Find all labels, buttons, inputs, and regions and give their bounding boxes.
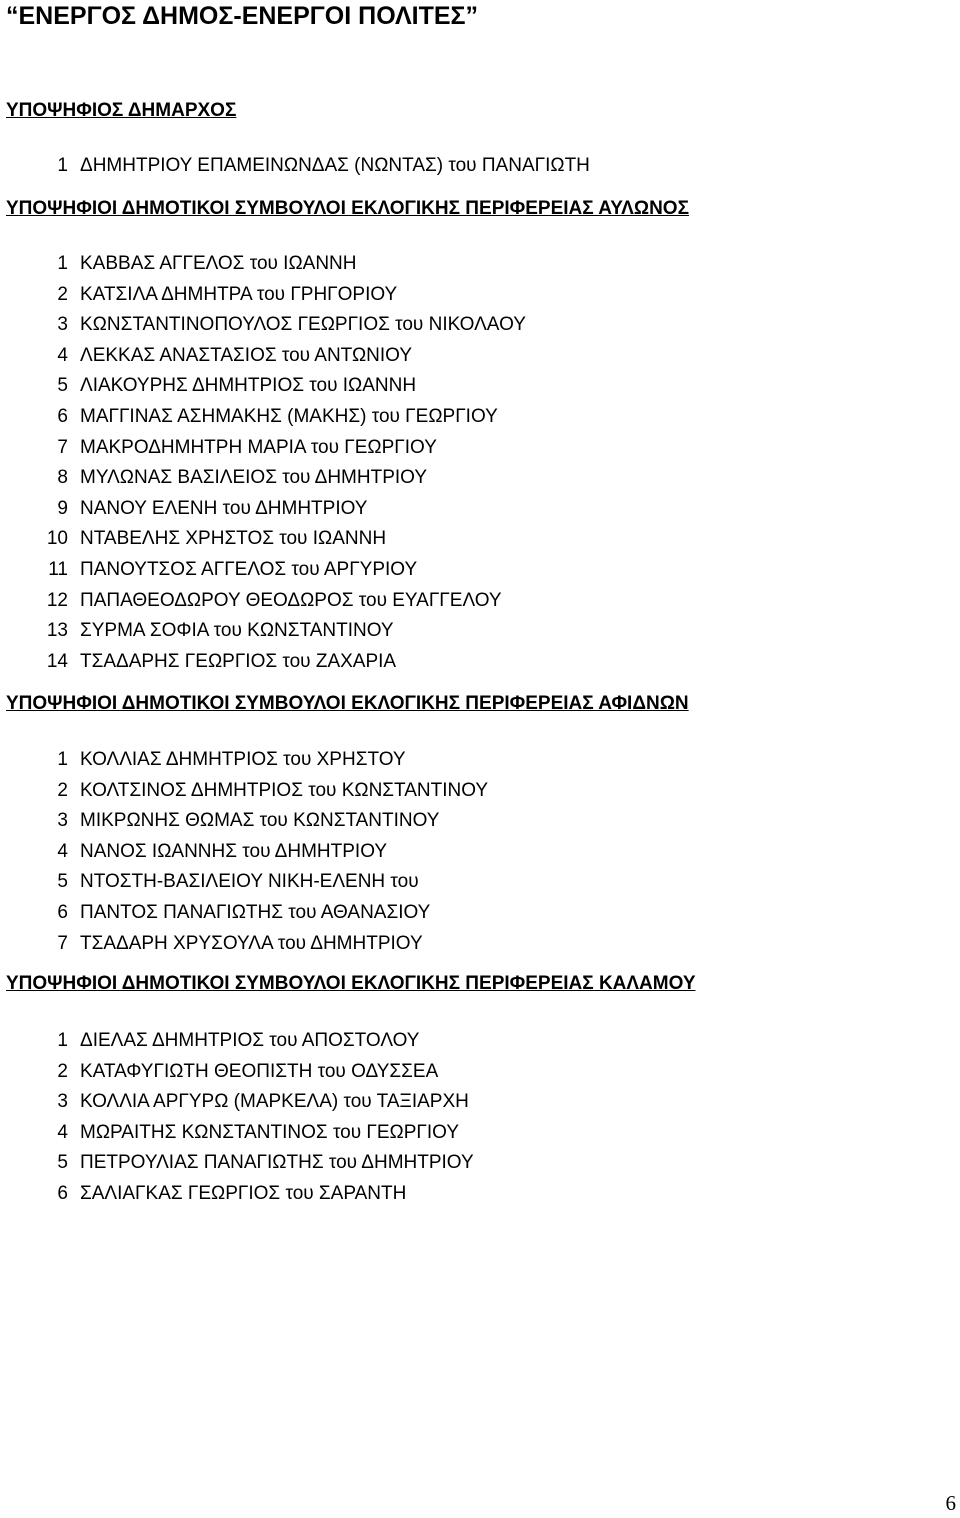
candidate-row [0, 841, 960, 865]
candidate-row [0, 780, 960, 804]
candidate-number: 8 [57, 467, 68, 489]
candidate-number: 2 [57, 779, 68, 801]
candidate-row [0, 933, 960, 957]
candidate-row [0, 651, 960, 675]
candidate-row [0, 253, 960, 277]
candidate-number: 12 [46, 589, 68, 611]
candidate-number: 1 [57, 1030, 68, 1051]
candidate-number: 1 [57, 253, 68, 274]
candidate-name: ΚΑΤΑΦΥΓΙΩΤΗ ΘΕΟΠΙΣΤΗ του ΟΔΥΣΣΕΑ [80, 1060, 439, 1082]
candidate-number: 6 [57, 406, 68, 427]
candidate-number: 9 [57, 497, 68, 519]
candidate-number: 6 [57, 1183, 68, 1204]
candidate-number: 1 [57, 155, 68, 176]
page-number: 6 [945, 1491, 956, 1515]
candidate-row [0, 314, 960, 338]
section-heading: ΥΠΟΨΗΦΙΟΙ ΔΗΜΟΤΙΚΟΙ ΣΥΜΒΟΥΛΟΙ ΕΚΛΟΓΙΚΗΣ ΠΕΡΙΦΕΡΕΙΑΣ ΑΦΙΔΝΩΝ [6, 693, 689, 714]
candidate-name: ΝΑΝΟΣ ΙΩΑΝΝΗΣ του ΔΗΜΗΤΡΙΟΥ [80, 840, 388, 862]
candidate-number: 6 [57, 902, 68, 923]
candidate-row [0, 871, 960, 895]
candidate-name: ΜΩΡΑΙΤΗΣ ΚΩΝΣΤΑΝΤΙΝΟΣ του ΓΕΩΡΓΙΟΥ [80, 1121, 460, 1143]
candidate-row [0, 590, 960, 614]
candidate-row [0, 498, 960, 522]
candidate-row [0, 284, 960, 308]
candidate-name: ΠΑΠΑΘΕΟΔΩΡΟΥ ΘΕΟΔΩΡΟΣ του ΕΥΑΓΓΕΛΟΥ [80, 589, 502, 611]
candidate-number: 11 [48, 559, 68, 580]
candidate-name: ΠΑΝΤΟΣ ΠΑΝΑΓΙΩΤΗΣ του ΑΘΑΝΑΣΙΟΥ [80, 902, 431, 923]
candidate-number: 4 [57, 1121, 68, 1143]
candidate-name: ΚΟΛΛΙΑ ΑΡΓΥΡΩ (ΜΑΡΚΕΛΑ) του ΤΑΞΙΑΡΧΗ [80, 1091, 469, 1113]
candidate-name: ΜΑΚΡΟΔΗΜΗΤΡΗ ΜΑΡΙΑ του ΓΕΩΡΓΙΟΥ [80, 436, 437, 458]
candidate-name: ΠΕΤΡΟΥΛΙΑΣ ΠΑΝΑΓΙΩΤΗΣ του ΔΗΜΗΤΡΙΟΥ [80, 1152, 474, 1174]
candidate-number: 3 [57, 1091, 68, 1113]
candidate-number: 14 [46, 650, 68, 672]
candidate-row [0, 528, 960, 552]
candidate-row [0, 345, 960, 369]
candidate-number: 2 [57, 1060, 68, 1082]
candidate-row [0, 437, 960, 461]
candidate-number: 7 [57, 932, 68, 954]
candidate-row [0, 810, 960, 834]
candidate-name: ΛΕΚΚΑΣ ΑΝΑΣΤΑΣΙΟΣ του ΑΝΤΩΝΙΟΥ [80, 344, 412, 366]
candidate-name: ΜΥΛΩΝΑΣ ΒΑΣΙΛΕΙΟΣ του ΔΗΜΗΤΡΙΟΥ [80, 467, 428, 489]
candidate-number: 10 [46, 528, 68, 550]
candidate-name: ΝΤΑΒΕΛΗΣ ΧΡΗΣΤΟΣ του ΙΩΑΝΝΗ [80, 528, 387, 550]
candidate-row [0, 375, 960, 399]
candidate-name: ΚΑΤΣΙΛΑ ΔΗΜΗΤΡΑ του ΓΡΗΓΟΡΙΟΥ [80, 283, 398, 305]
candidate-number: 5 [57, 375, 68, 397]
candidate-number: 7 [57, 436, 68, 458]
candidate-name: ΜΙΚΡΩΝΗΣ ΘΩΜΑΣ του ΚΩΝΣΤΑΝΤΙΝΟΥ [80, 810, 440, 832]
candidate-row [0, 749, 960, 773]
candidate-row [0, 1152, 960, 1176]
candidate-row [0, 1030, 960, 1054]
candidate-number: 5 [57, 1152, 68, 1174]
candidate-row [0, 902, 960, 926]
candidate-name: ΚΑΒΒΑΣ ΑΓΓΕΛΟΣ του ΙΩΑΝΝΗ [80, 253, 357, 274]
candidate-row [0, 1061, 960, 1085]
candidate-name: ΤΣΑΔΑΡΗΣ ΓΕΩΡΓΙΟΣ του ΖΑΧΑΡΙΑ [80, 650, 397, 672]
document-title: “ΕΝΕΡΓΟΣ ΔΗΜΟΣ-ΕΝΕΡΓΟΙ ΠΟΛΙΤΕΣ” [6, 2, 479, 30]
candidate-number: 4 [57, 840, 68, 862]
candidate-row [0, 559, 960, 583]
candidate-number: 3 [57, 314, 68, 336]
candidate-number: 3 [57, 810, 68, 832]
candidate-name: ΝΑΝΟΥ ΕΛΕΝΗ του ΔΗΜΗΤΡΙΟΥ [80, 497, 368, 519]
candidate-name: ΛΙΑΚΟΥΡΗΣ ΔΗΜΗΤΡΙΟΣ του ΙΩΑΝΝΗ [80, 375, 417, 397]
candidate-number: 5 [57, 871, 68, 893]
section-heading: ΥΠΟΨΗΦΙΟΙ ΔΗΜΟΤΙΚΟΙ ΣΥΜΒΟΥΛΟΙ ΕΚΛΟΓΙΚΗΣ ΠΕΡΙΦΕΡΕΙΑΣ ΑΥΛΩΝΟΣ [6, 198, 689, 219]
candidate-name: ΚΩΝΣΤΑΝΤΙΝΟΠΟΥΛΟΣ ΓΕΩΡΓΙΟΣ του ΝΙΚΟΛΑΟΥ [80, 314, 526, 336]
candidate-row [0, 620, 960, 644]
candidate-row [0, 1091, 960, 1115]
candidate-row [0, 155, 960, 179]
candidate-row [0, 1183, 960, 1207]
candidate-name: ΜΑΓΓΙΝΑΣ ΑΣΗΜΑΚΗΣ (ΜΑΚΗΣ) του ΓΕΩΡΓΙΟΥ [80, 406, 498, 427]
candidate-number: 13 [46, 620, 68, 642]
candidate-number: 2 [57, 283, 68, 305]
candidate-number: 4 [57, 344, 68, 366]
candidate-name: ΚΟΛΛΙΑΣ ΔΗΜΗΤΡΙΟΣ του ΧΡΗΣΤΟΥ [80, 749, 406, 770]
section-heading: ΥΠΟΨΗΦΙΟΙ ΔΗΜΟΤΙΚΟΙ ΣΥΜΒΟΥΛΟΙ ΕΚΛΟΓΙΚΗΣ ΠΕΡΙΦΕΡΕΙΑΣ ΚΑΛΑΜΟΥ [6, 973, 696, 994]
candidate-name: ΣΥΡΜΑ ΣΟΦΙΑ του ΚΩΝΣΤΑΝΤΙΝΟΥ [80, 620, 394, 642]
candidate-row [0, 467, 960, 491]
candidate-row [0, 1122, 960, 1146]
candidate-name: ΚΟΛΤΣΙΝΟΣ ΔΗΜΗΤΡΙΟΣ του ΚΩΝΣΤΑΝΤΙΝΟΥ [80, 779, 489, 801]
candidate-name: ΠΑΝΟΥΤΣΟΣ ΑΓΓΕΛΟΣ του ΑΡΓΥΡΙΟΥ [80, 559, 418, 580]
candidate-name: ΣΑΛΙΑΓΚΑΣ ΓΕΩΡΓΙΟΣ του ΣΑΡΑΝΤΗ [80, 1183, 407, 1204]
candidate-name: ΤΣΑΔΑΡΗ ΧΡΥΣΟΥΛΑ του ΔΗΜΗΤΡΙΟΥ [80, 932, 423, 954]
candidate-name: ΝΤΟΣΤΗ-ΒΑΣΙΛΕΙΟΥ ΝΙΚΗ-ΕΛΕΝΗ του [80, 871, 419, 893]
candidate-name: ΔΗΜΗΤΡΙΟΥ ΕΠΑΜΕΙΝΩΝΔΑΣ (ΝΩΝΤΑΣ) του ΠΑΝΑΓΙΩΤΗ [80, 155, 590, 176]
candidate-name: ΔΙΕΛΑΣ ΔΗΜΗΤΡΙΟΣ του ΑΠΟΣΤΟΛΟΥ [80, 1030, 420, 1051]
candidate-number: 1 [57, 749, 68, 770]
section-heading: ΥΠΟΨΗΦΙΟΣ ΔΗΜΑΡΧΟΣ [6, 100, 237, 121]
candidate-row [0, 406, 960, 430]
